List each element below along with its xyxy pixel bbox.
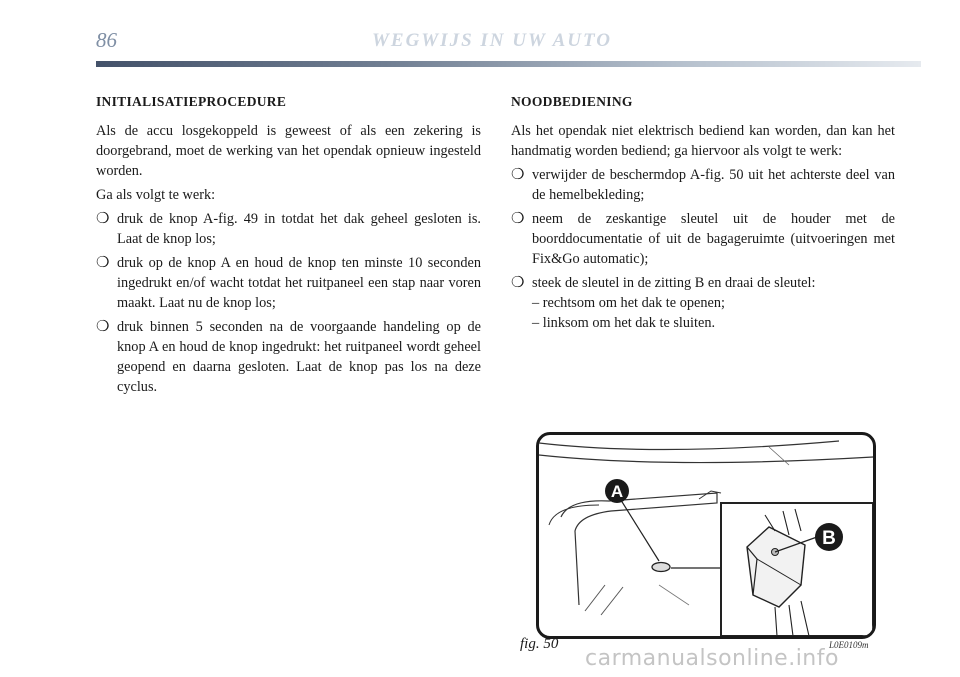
right-column (511, 92, 895, 337)
section-heading-initialisation: INITIALISATIEPROCEDURE (96, 94, 287, 109)
circle-bullet-icon: ❍ (511, 275, 525, 291)
lead-paragraph: Ga als volgt te werk: (96, 187, 216, 203)
list-item (511, 165, 895, 205)
roof-illustration (539, 435, 873, 636)
page-number: 86 (96, 28, 117, 52)
figure-illustration (536, 432, 876, 639)
figure-code: L0E0109m (829, 640, 869, 650)
list-item (96, 209, 481, 249)
list-item (511, 273, 895, 333)
label-b: B (822, 528, 836, 549)
list-item-text: neem de zeskantige sleutel uit de houder met de boorddocumentatie of uit de bagageruimte (uitvoeringen met Fix&Go automatic); (532, 211, 895, 267)
intro-paragraph: Als de accu losgekoppeld is geweest of als een zekering is doorgebrand, moet de werking van het opendak opnieuw ingesteld worden. (96, 123, 481, 179)
list-item (96, 317, 481, 397)
list-item-text: steek de sleutel in de zitting B en draai de sleutel: (532, 275, 816, 291)
sub-item-counterclockwise: – linksom om het dak te sluiten. (532, 315, 716, 331)
circle-bullet-icon: ❍ (96, 211, 110, 227)
circle-bullet-icon: ❍ (511, 167, 525, 183)
list-item-text: druk de knop A-fig. 49 in totdat het dak geheel gesloten is. Laat de knop los; (117, 211, 481, 247)
list-item (96, 253, 481, 313)
list-item-text: druk binnen 5 seconden na de voorgaande handeling op de knop A en houd de knop ingedrukt: het ruitpaneel wordt geheel geopend en daarna gesloten. Laat de knop pas los na deze cyclus. (117, 319, 481, 395)
figure-caption: fig. 50 (520, 636, 559, 652)
section-heading-emergency: NOODBEDIENING (511, 94, 633, 109)
list-item (511, 209, 895, 269)
running-title: WEGWIJS IN UW AUTO (372, 30, 612, 51)
circle-bullet-icon: ❍ (96, 255, 110, 271)
circle-bullet-icon: ❍ (511, 211, 525, 227)
left-column (96, 92, 481, 401)
header-rule (96, 61, 921, 67)
list-item-text: verwijder de beschermdop A-fig. 50 uit het achterste deel van de hemelbekleding; (532, 167, 895, 203)
list-item-text: druk op de knop A en houd de knop ten minste 10 seconden ingedrukt en/of wacht totdat het ruitpaneel een stap naar voren maakt. Laat nu de knop los; (117, 255, 481, 311)
label-a: A (610, 482, 624, 501)
watermark: carmanualsonline.info (585, 646, 839, 671)
circle-bullet-icon: ❍ (96, 319, 110, 335)
intro-paragraph: Als het opendak niet elektrisch bediend kan worden, dan kan het handmatig worden bediend; ga hiervoor als volgt te werk: (511, 123, 895, 159)
protective-cap (652, 563, 670, 572)
sub-item-clockwise: – rechtsom om het dak te openen; (532, 295, 725, 311)
